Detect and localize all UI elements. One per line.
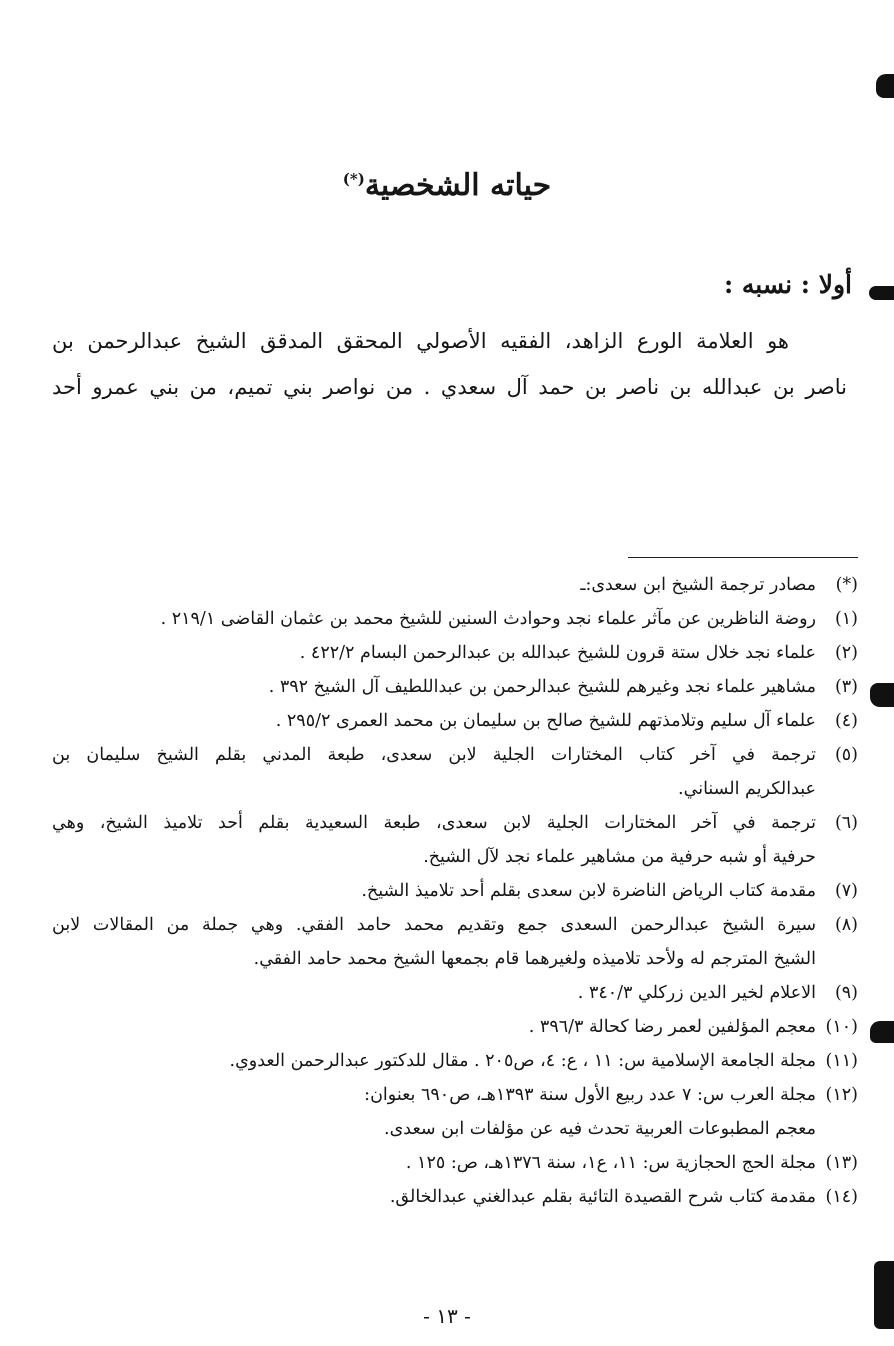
footnote-continuation: [52, 942, 858, 976]
footnote-item: [52, 568, 858, 602]
chapter-title-footnote-marker: (*): [342, 170, 365, 188]
footnote-text: ترجمة في آخر كتاب المختارات الجلية لابن سعدى، طبعة المدني بقلم الشيخ سليمان بن: [52, 745, 816, 765]
footnote-number: (٣): [834, 677, 858, 697]
page-number: - ١٣ -: [423, 1304, 471, 1328]
footnote-item: [52, 602, 858, 636]
footnote-number: (٥): [834, 745, 858, 765]
footnote-text: عبدالكريم السناني.: [678, 779, 816, 799]
footnote-text: علماء نجد خلال ستة قرون للشيخ عبدالله بن عبدالرحمن البسام ٤٢٢/٢ .: [299, 643, 816, 663]
footnote-item: [52, 1010, 858, 1044]
footnote-number: (١٣): [825, 1153, 858, 1173]
footnote-text: مجلة الحج الحجازية س: ١١، ع١، سنة ١٣٧٦هـ، ص: ١٢٥ .: [405, 1153, 816, 1173]
footnote-text: الشيخ المترجم له ولأحد تلاميذه ولغيرهما قام بجمعها الشيخ محمد حامد الفقي.: [253, 949, 816, 969]
footnote-number: (١٤): [825, 1187, 858, 1207]
footnote-text: معجم المطبوعات العربية تحدث فيه عن مؤلفات ابن سعدى.: [384, 1119, 816, 1139]
footnote-item: [52, 1146, 858, 1180]
footnote-text: مصادر ترجمة الشيخ ابن سعدى:ـ: [580, 575, 816, 595]
body-line: هو العلامة الورع الزاهد، الفقيه الأصولي المحقق المدقق الشيخ عبدالرحمن بن: [52, 329, 789, 353]
footnote-number: (١٠): [825, 1017, 858, 1037]
footnote-item: [52, 670, 858, 704]
footnote-continuation: [52, 1112, 858, 1146]
footnote-continuation: [52, 840, 858, 874]
section-heading: أولا : نسبه :: [723, 270, 852, 299]
footnote-item: [52, 636, 858, 670]
footnote-item: [52, 1180, 858, 1214]
footnote-item: [52, 806, 858, 840]
body-paragraph: [52, 318, 847, 410]
footnote-text: مجلة العرب س: ٧ عدد ربيع الأول سنة ١٣٩٣هـ، ص٦٩٠ بعنوان:: [364, 1085, 816, 1105]
footnote-text: مشاهير علماء نجد وغيرهم للشيخ عبدالرحمن بن عبداللطيف آل الشيخ ٣٩٢ .: [268, 677, 816, 697]
chapter-title: [0, 168, 894, 203]
footnote-number: (٦): [834, 813, 858, 833]
footnote-item: [52, 874, 858, 908]
footnote-item: [52, 908, 858, 942]
footnote-number: (٢): [834, 643, 858, 663]
chapter-title-text: حياته الشخصية: [364, 168, 552, 203]
footnote-number: (١١): [825, 1051, 858, 1071]
footnote-number: (٤): [834, 711, 858, 731]
footnote-text: روضة الناظرين عن مآثر علماء نجد وحوادث السنين للشيخ محمد بن عثمان القاضى ٢١٩/١ .: [160, 609, 816, 629]
scan-edge-mark: [876, 74, 894, 98]
footnote-text: مقدمة كتاب شرح القصيدة التائية بقلم عبدالغني عبدالخالق.: [389, 1187, 816, 1207]
footnote-text: الاعلام لخير الدين زركلي ٣٤٠/٣ .: [577, 983, 816, 1003]
footnote-item: [52, 704, 858, 738]
body-line: ناصر بن عبدالله بن ناصر بن حمد آل سعدي . من نواصر بني تميم، من بني عمرو أحد: [52, 375, 847, 399]
footnote-number: (*): [835, 575, 858, 595]
footnote-number: (١٢): [825, 1085, 858, 1105]
footnote-text: حرفية أو شبه حرفية من مشاهير علماء نجد لآل الشيخ.: [423, 847, 816, 867]
footnote-number: (٨): [834, 915, 858, 935]
footnote-text: معجم المؤلفين لعمر رضا كحالة ٣٩٦/٣ .: [528, 1017, 816, 1037]
footnote-item: [52, 1078, 858, 1112]
scan-edge-mark: [870, 1021, 894, 1043]
footnote-item: [52, 1044, 858, 1078]
footnote-continuation: [52, 772, 858, 806]
scan-edge-mark: [870, 683, 894, 707]
footnote-text: ترجمة في آخر المختارات الجلية لابن سعدى، طبعة السعيدية بقلم أحد تلاميذ الشيخ، وهي: [52, 813, 816, 833]
footnote-item: [52, 738, 858, 772]
scan-edge-mark: [869, 286, 894, 300]
footnote-text: سيرة الشيخ عبدالرحمن السعدى جمع وتقديم محمد حامد الفقي. وهي جملة من المقالات لابن: [52, 915, 816, 935]
footnote-item: [52, 976, 858, 1010]
footnote-number: (٩): [834, 983, 858, 1003]
footnote-text: مقدمة كتاب الرياض الناضرة لابن سعدى بقلم أحد تلاميذ الشيخ.: [361, 881, 816, 901]
footnote-number: (٧): [834, 881, 858, 901]
footnotes-list: [52, 568, 858, 1214]
footnote-separator: [628, 557, 858, 558]
footnote-text: مجلة الجامعة الإسلامية س: ١١ ، ع: ٤، ص٢٠٥ . مقال للدكتور عبدالرحمن العدوي.: [229, 1051, 816, 1071]
footnote-text: علماء آل سليم وتلامذتهم للشيخ صالح بن سليمان بن محمد العمرى ٢٩٥/٢ .: [275, 711, 816, 731]
footnote-number: (١): [834, 609, 858, 629]
